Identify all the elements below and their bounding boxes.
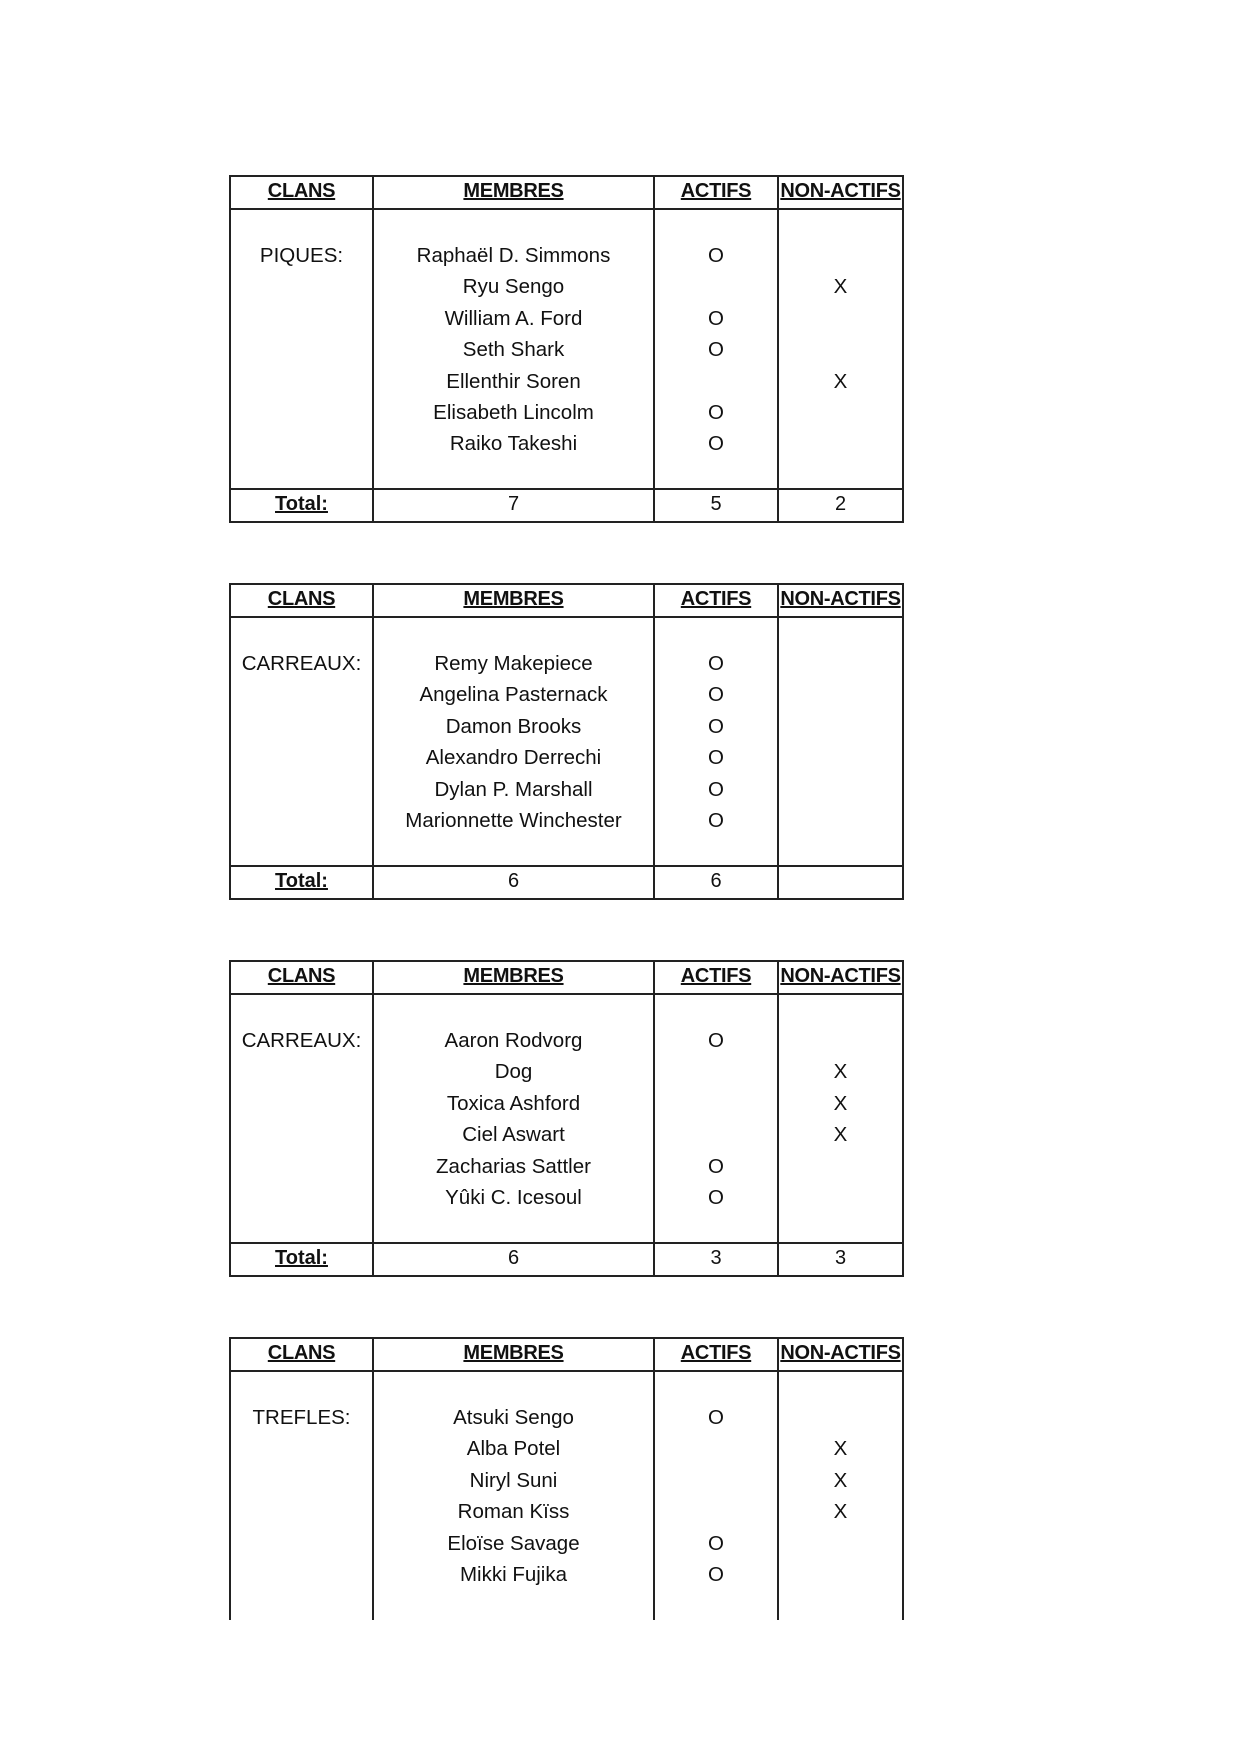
member-name: Angelina Pasternack	[419, 683, 608, 707]
clan-column	[231, 995, 374, 1242]
actif-mark: O	[708, 746, 724, 770]
member-name: Dylan P. Marshall	[434, 777, 593, 801]
actif-mark	[655, 271, 777, 302]
actif-mark	[655, 1433, 777, 1464]
non-actif-mark	[779, 1559, 902, 1590]
member-name: Yûki C. Icesoul	[445, 1185, 582, 1209]
header-non-actifs: NON-ACTIFS	[780, 180, 901, 202]
clan-name: CARREAUX:	[241, 652, 362, 675]
member-name: Toxica Ashford	[446, 1091, 581, 1115]
non-actif-mark: X	[833, 369, 848, 393]
actif-mark: O	[708, 1029, 724, 1052]
header-row	[231, 585, 902, 618]
total-non-actifs: 3	[834, 1247, 847, 1269]
member-name: Marionnette Winchester	[405, 808, 622, 832]
header-membres: MEMBRES	[374, 177, 655, 208]
header-clans: CLANS	[231, 585, 374, 616]
total-row	[231, 865, 902, 898]
member-name: Zacharias Sattler	[436, 1154, 591, 1178]
non-actif-mark	[779, 303, 902, 334]
member-name: Damon Brooks	[445, 714, 582, 738]
member-name: Ellenthir Soren	[446, 369, 581, 393]
members-body	[231, 210, 902, 488]
clan-column	[231, 618, 374, 865]
header-row	[231, 177, 902, 210]
non-actif-mark	[779, 648, 902, 679]
actif-mark	[655, 366, 777, 397]
actif-mark	[655, 1119, 777, 1150]
member-name: Aaron Rodvorg	[444, 1029, 583, 1052]
actif-mark: O	[708, 1154, 724, 1178]
member-name: Atsuki Sengo	[453, 1406, 574, 1429]
non-actifs-column	[779, 618, 902, 865]
member-name: Raiko Takeshi	[449, 432, 578, 456]
non-actifs-column	[779, 210, 902, 488]
total-label: Total:	[231, 867, 374, 898]
non-actif-mark	[779, 1402, 902, 1433]
header-row	[231, 962, 902, 995]
actif-mark	[655, 1056, 777, 1087]
non-actif-mark: X	[833, 1437, 848, 1461]
non-actif-mark: X	[833, 275, 848, 299]
clan-table-trefles	[229, 1337, 904, 1620]
members-body	[231, 1372, 902, 1620]
total-actifs: 3	[655, 1244, 779, 1275]
actif-mark: O	[708, 1406, 724, 1429]
members-column	[374, 995, 655, 1242]
non-actifs-column	[779, 995, 902, 1242]
member-name: Alexandro Derrechi	[425, 746, 602, 770]
actif-mark: O	[708, 432, 724, 456]
clan-column	[231, 210, 374, 488]
clan-name: TREFLES:	[252, 1406, 351, 1429]
member-name: Eloïse Savage	[447, 1531, 580, 1555]
non-actif-mark	[779, 711, 902, 742]
members-column	[374, 210, 655, 488]
total-membres: 6	[374, 1244, 655, 1275]
non-actif-mark	[779, 397, 902, 428]
members-body	[231, 618, 902, 865]
header-row	[231, 1339, 902, 1372]
total-actifs: 6	[655, 867, 779, 898]
total-label: Total:	[231, 490, 374, 521]
actif-mark	[655, 1088, 777, 1119]
total-membres: 6	[374, 867, 655, 898]
non-actif-mark	[779, 334, 902, 365]
member-name: Seth Shark	[462, 338, 565, 362]
non-actif-mark: X	[833, 1060, 848, 1084]
member-name: Niryl Suni	[469, 1468, 558, 1492]
actif-mark: O	[708, 652, 724, 675]
member-name: Mikki Fujika	[459, 1562, 568, 1586]
non-actif-mark: X	[833, 1500, 848, 1524]
non-actif-mark	[779, 774, 902, 805]
header-non-actifs: NON-ACTIFS	[780, 965, 901, 987]
header-clans: CLANS	[231, 1339, 374, 1370]
header-actifs: ACTIFS	[655, 585, 779, 616]
header-membres: MEMBRES	[374, 585, 655, 616]
clan-table-carreaux-2	[229, 960, 904, 1277]
total-row	[231, 1242, 902, 1275]
actifs-column	[655, 1372, 779, 1620]
header-actifs: ACTIFS	[655, 1339, 779, 1370]
clan-table-piques	[229, 175, 904, 523]
member-name: William A. Ford	[444, 306, 583, 330]
actifs-column	[655, 618, 779, 865]
total-membres: 7	[374, 490, 655, 521]
actif-mark: O	[708, 808, 724, 832]
total-actifs: 5	[655, 490, 779, 521]
header-actifs: ACTIFS	[655, 177, 779, 208]
header-non-actifs: NON-ACTIFS	[780, 1342, 901, 1364]
header-membres: MEMBRES	[374, 962, 655, 993]
non-actif-mark	[779, 1151, 902, 1182]
member-name: Ciel Aswart	[462, 1123, 565, 1147]
actif-mark: O	[708, 1185, 724, 1209]
non-actif-mark: X	[833, 1468, 848, 1492]
clan-name: PIQUES:	[259, 244, 344, 267]
actif-mark: O	[708, 714, 724, 738]
non-actif-mark	[779, 1182, 902, 1213]
actif-mark: O	[708, 244, 724, 267]
non-actif-mark: X	[833, 1091, 848, 1115]
member-name: Roman Kïss	[457, 1500, 570, 1524]
clan-table-carreaux	[229, 583, 904, 900]
total-row	[231, 488, 902, 521]
actif-mark: O	[708, 338, 724, 362]
actif-mark: O	[708, 683, 724, 707]
actif-mark	[655, 1465, 777, 1496]
member-name: Dog	[494, 1060, 533, 1084]
total-non-actifs	[779, 867, 902, 898]
non-actif-mark	[779, 428, 902, 459]
clan-name: CARREAUX:	[241, 1029, 362, 1052]
total-label: Total:	[231, 1244, 374, 1275]
non-actif-mark	[779, 240, 902, 271]
members-column	[374, 1372, 655, 1620]
actifs-column	[655, 995, 779, 1242]
member-name: Alba Potel	[466, 1437, 561, 1461]
non-actif-mark	[779, 805, 902, 836]
actif-mark: O	[708, 306, 724, 330]
header-non-actifs: NON-ACTIFS	[780, 588, 901, 610]
header-membres: MEMBRES	[374, 1339, 655, 1370]
member-name: Elisabeth Lincolm	[433, 400, 594, 424]
member-name: Raphaël D. Simmons	[416, 244, 611, 267]
header-actifs: ACTIFS	[655, 962, 779, 993]
header-clans: CLANS	[231, 962, 374, 993]
non-actif-mark: X	[833, 1123, 848, 1147]
actif-mark: O	[708, 1531, 724, 1555]
actif-mark: O	[708, 1562, 724, 1586]
member-name: Remy Makepiece	[434, 652, 593, 675]
non-actif-mark	[779, 742, 902, 773]
member-name: Ryu Sengo	[462, 275, 565, 299]
members-body	[231, 995, 902, 1242]
non-actif-mark	[779, 1025, 902, 1056]
total-non-actifs: 2	[834, 493, 847, 515]
clan-column	[231, 1372, 374, 1620]
non-actif-mark	[779, 1528, 902, 1559]
non-actif-mark	[779, 679, 902, 710]
header-clans: CLANS	[231, 177, 374, 208]
actif-mark: O	[708, 400, 724, 424]
non-actifs-column	[779, 1372, 902, 1620]
members-column	[374, 618, 655, 865]
actifs-column	[655, 210, 779, 488]
actif-mark	[655, 1496, 777, 1527]
actif-mark: O	[708, 777, 724, 801]
